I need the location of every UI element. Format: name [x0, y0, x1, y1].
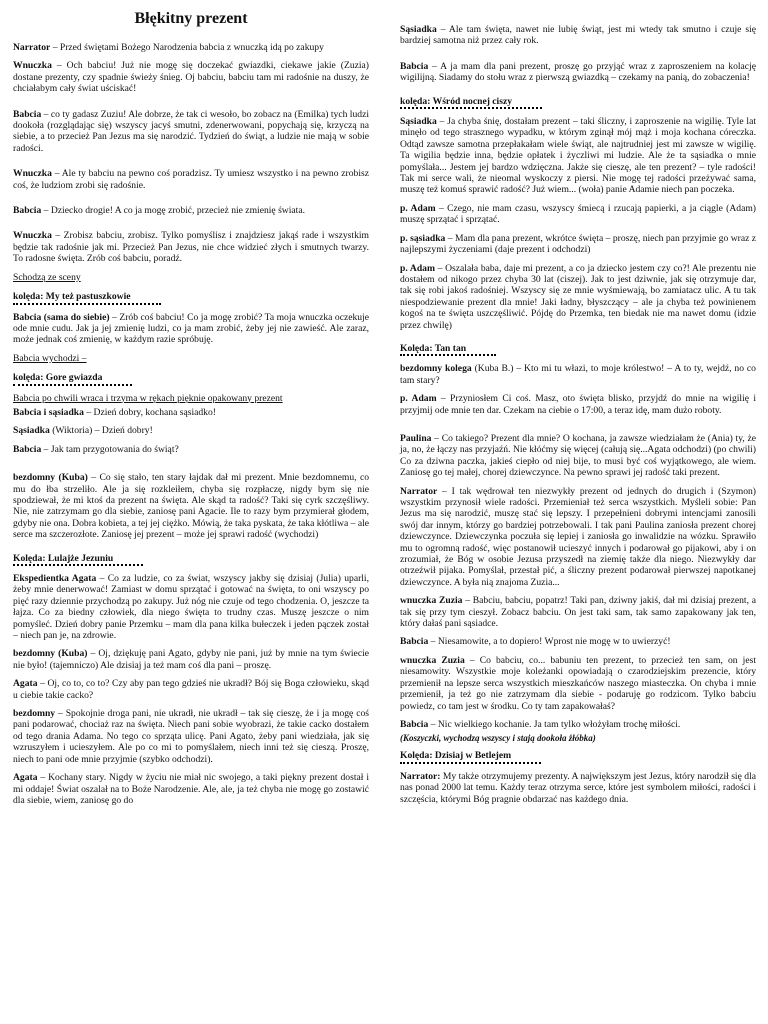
dialogue-paragraph — [400, 203, 756, 226]
dialogue-text: – Babciu, babciu, popatrz! Taki pan, dziwny jakiś, dał mi dzisiaj prezent, a tak się przy tym cieszył. Zobacz babciu. On jest taki sam, tak samo zapakowany jak ten, który dałaś pani sąsiadce. — [400, 595, 756, 630]
carol-heading: Kolęda: Dzisiaj w Betlejem — [400, 750, 541, 763]
dialogue-text: – Mam dla pana prezent, wkrótce święta – proszę, niech pan przyjmie go wraz z najlepszymi życzeniami (daje prezent i odchodzi) — [400, 232, 757, 256]
dialogue-text: – Oj, co to, co to? Czy aby pan tego gdzieś nie ukradł? Bój się Boga człowieku, skąd u ciebie takie cacko? — [13, 678, 369, 701]
speaker-name: Agata — [13, 772, 38, 784]
dialogue-text: – Oj, dziękuję pani Agato, gdyby nie pani, już by mnie na tym świecie nie było! (tajemniczo) Ale dzisiaj ja też mam coś dla pani – proszę. — [13, 648, 369, 671]
left-column — [13, 10, 369, 813]
carol-heading-wrap — [13, 286, 369, 307]
speaker-name: Babcia — [13, 108, 42, 120]
dialogue-text: – Nic wielkiego kochanie. Ja tam tylko włożyłam trochę miłości. — [428, 718, 681, 730]
dialogue-paragraph — [13, 772, 369, 806]
dialogue-paragraph — [400, 263, 756, 331]
speaker-name: p. Adam — [400, 202, 436, 214]
dialogue-text: – Dziecko drogie! A co ja mogę zrobić, przecież nie zmienię świata. — [41, 205, 305, 217]
dialogue-paragraph — [13, 648, 369, 671]
speaker-name: Agata — [13, 678, 38, 690]
document-title: Błękitny prezent — [134, 10, 248, 27]
speaker-name: bezdomny (Kuba) — [13, 472, 88, 484]
speaker-name: p. Adam — [400, 262, 435, 274]
dialogue-paragraph — [13, 109, 369, 155]
dialogue-text: – Co się stało, ten stary łajdak dał mi prezent. Mnie bezdomnemu, co mu do łba strzeliło. Ale ja się rozkleiłem, chyba się rozpłaczę, nigdy bym się nie spodziewał, że mi ktoś da prezent na święta. Ale skąd ta radość? Taki się cyrk szczęśliwy. Nie, nie zatrzymam go dla siebie, zaniosę pani Agacie. Ile to razy bym przymierał głodem, gdyby nie ona. Dobra kobieta, a tej jej ciężko. Mówią, że taka pyskata, że taka kłótliwa – ale serce ma szczerozłote. Zaniosę jej prezent – może jej sprawi radość (wychodzi) — [13, 472, 369, 541]
dialogue-paragraph — [13, 678, 369, 701]
dialogue-paragraph — [13, 60, 369, 94]
speaker-name: wnuczka Zuzia — [400, 595, 463, 607]
dialogue-text: – Czego, nie mam czasu, wszyscy śmiecą i rzucają papierki, a ja ciągle (Adam) muszę sprzątać i sprzątać. — [400, 202, 757, 226]
dialogue-paragraph — [400, 719, 756, 730]
dialogue-paragraph — [13, 42, 369, 53]
speaker-name: Wnuczka — [13, 168, 52, 180]
carol-heading-wrap — [400, 745, 756, 766]
dialogue-paragraph — [400, 61, 756, 84]
speaker-name: p. sąsiadka — [400, 232, 446, 244]
dialogue-paragraph — [13, 205, 369, 216]
speaker-name: Sąsiadka — [400, 116, 437, 128]
speaker-name: Narrator: — [400, 770, 441, 782]
dialogue-text: – Niesamowite, a to dopiero! Wprost nie mogę w to uwierzyć! — [428, 636, 671, 648]
dialogue-paragraph — [400, 636, 756, 647]
dialogue-paragraph — [13, 407, 369, 418]
dialogue-text: – Och babciu! Już nie mogę się doczekać gwiazdki, ciekawe jakie (Zuzia) dostane prezenty, czy spadnie świeży śnieg. Oj babciu, babciu tam mi radośnie na duszy, że chciałabym cały świat uściskać! — [13, 60, 369, 95]
dialogue-paragraph — [400, 771, 756, 805]
right-column — [400, 24, 756, 812]
speaker-name: bezdomny (Kuba) — [13, 648, 88, 660]
dialogue-text: My także otrzymujemy prezenty. A największym jest Jezus, który narodził się dla nas ponad 2000 lat temu. Każdy teraz otrzyma serce, które jest symbolem miłości, radości i szczęścia, którymi Bóg pragnie obdarzać nas każdego dnia. — [400, 770, 756, 805]
dialogue-paragraph — [13, 472, 369, 540]
carol-heading: Kolęda: Lulajże Jezuniu — [13, 553, 143, 566]
carol-heading: kolęda: Wśród nocnej ciszy — [400, 96, 542, 109]
dialogue-paragraph — [13, 312, 369, 346]
dialogue-text: – Jak tam przygotowania do świąt? — [41, 443, 179, 455]
dialogue-text: (Wiktoria) – Dzień dobry! — [49, 425, 153, 437]
dialogue-paragraph — [400, 433, 756, 479]
dialogue-paragraph — [400, 393, 756, 416]
dialogue-text: – Przyniosłem Ci coś. Masz, oto święta blisko, przyjdź do mnie na wigilię i przyjmij ode mnie ten dar. Czekam na ciebie o 17:00, a teraz idę, mam dużo roboty. — [400, 393, 756, 416]
dialogue-text: – A ja mam dla pani prezent, proszę go przyjąć wraz z zaproszeniem na kolację wigilijną. Siadamy do stołu wraz z pierwszą gwiazdką – czekamy na panią, do zobaczenia! — [400, 60, 756, 84]
speaker-name: wnuczka Zuzia — [400, 654, 465, 666]
dialogue-paragraph — [400, 363, 756, 386]
dialogue-text: – Dzień dobry, kochana sąsiadko! — [83, 406, 216, 418]
stage-direction: Babcia wychodzi – — [13, 352, 87, 364]
dialogue-text: (Kuba B.) – Kto mi tu włazi, to moje królestwo! – A to ty, wejdź, no co tam stary? — [400, 363, 756, 386]
carol-heading-wrap — [400, 338, 756, 359]
stage-note: (Koszyczki, wychodzą wszyscy i stają dookoła żłóbka) — [400, 733, 596, 744]
speaker-name: Babcia (sama do siebie) — [13, 311, 110, 323]
dialogue-text: – Co za ludzie, co za świat, wszyscy jakby się dzisiaj (Julia) uparli, żeby mnie denerwować! Zamiast w domu sprzątać i gotować na święta, to oni wszyscy po pięć razy dziennie przychodzą po zakupy. Już nóg nie czuje od tego chodzenia. O, jeszcze ta łajza. Co za biedny człowiek, dla niego święta to trudny czas. Muszę jeszcze o nim pomyśleć. Dzień dobry panie Przemku – mam dla pana kilka bułeczek i jeden pączek został – niech pan je, na zdrowie. — [13, 573, 369, 642]
dialogue-paragraph — [13, 573, 369, 641]
dialogue-paragraph — [13, 708, 369, 765]
stage-direction: Babcia po chwili wraca i trzyma w rękach pięknie opakowany prezent — [13, 392, 283, 404]
dialogue-text: – Ja chyba śnię, dostałam prezent – taki śliczny, i zaproszenie na wigilię. Tyle lat minęło od tego strasznego wypadku, w którym zginął mój mąż i moja kochana córeczka. Odtąd zawsze samotna przepłakałam wiele świąt, ale najtrudniej jest mi zawsze w wigilię. Ta wigilia będzie inna, będzie opłatek i życzliwi mi ludzie. Ale że ta sąsiadka o mnie pomyślała... Jestem jej bardzo wdzięczna. Jakże się cieszę, ale ten prezent? – tyle radości! Tak mi serce wali, że nieomal wyskoczy z piersi. Nie mogę tej radości przeżywać sama, muszę też komuś sprawić radość? Już wiem... (woła) panie Adamie niech pan poczeka. — [400, 116, 756, 196]
dialogue-text: – Co babciu, co... babuniu ten prezent, to przecież ten sam, on jest niesamowity. Wszystkie moje koleżanki opowiadają o czarodziejskim prezencie, który przemienił na lepsze serca wszystkich mieszkańców naszego miasteczka. On chyba i mnie przemienił, ja też go nie zatrzymam dla siebie - podaruję go rodzicom. Tylko babciu powiedz, co tam jest w środku. Co ty tam zapakowałaś? — [400, 654, 756, 712]
dialogue-text: – Kochany stary. Nigdy w życiu nie miał nic swojego, a taki piękny prezent dostał i mi oddaje! Świat oszalał na to Boże Narodzenie. Ale, ale, ja też chyba nie mogę go zostawić dla siebie, wiem, zaniosę go do — [13, 772, 369, 806]
dialogue-text: – Przed świętami Bożego Narodzenia babcia z wnuczką idą po zakupy — [50, 42, 324, 53]
dialogue-text: – I tak wędrował ten niezwykły prezent od jednych do drugich i (Szymon) wszystkim przynosił wiele radości. Przemieniał też serca wszystkich. Myśleli sobie: Pan Jezus ma się narodzić, muszę stać się lepszy. I przepełnieni dobrymi intencjami zanosili swój dar innym, którzy go bardziej potrzebowali. I tak pani Paulina zaniosła prezent chorej dziewczynce. Dziewczynka poczuła się lepiej i zaniosła go inwalidzie na wózku. Sprawiło mu to ogromną radość, więc postanowił ucieszyć innych i podarował go pijakowi, aby i on zrozumiał, że Bóg w osobie Jezusa przyszedł na ziemię także dla niego. Niezwykły dar otrzeźwił pijaka. Pomyślał, przestał pić, a śliczny prezent podarował pierwszej napotkanej dziewczynce. A była nią znajoma Zuzia... — [400, 485, 756, 588]
spacer — [400, 423, 756, 433]
speaker-name: Sąsiadka — [400, 24, 437, 35]
dialogue-text: – Ale tam święta, nawet nie lubię świąt, jest mi wtedy tak smutno i czuje się bardziej samotna niż przez cały rok. — [400, 24, 756, 47]
speaker-name: Babcia — [400, 636, 429, 648]
dialogue-paragraph — [13, 230, 369, 264]
carol-heading: kolęda: My też pastuszkowie — [13, 291, 161, 304]
stage-direction: Schodzą ze sceny — [13, 271, 81, 283]
carol-heading-wrap — [400, 91, 756, 112]
dialogue-text: – Spokojnie droga pani, nie ukradł, nie ukradł – tak się cieszę, że i ja mogę coś pani podarować, chociaż raz na święta. Niech pani sobie wyobrazi, że takie cacko dostałem od tego drania Adama. No tego co sprząta ulicę. Pani Agato, żeby pani wiedziała, jak się wzruszyłem i ucieszyłem. Ale po co mi to pomyślałem, niech inni też się cieszą. Proszę, niech to pani ode mnie przyjmie (szybko odchodzi). — [13, 708, 369, 765]
speaker-name: Babcia — [400, 718, 429, 730]
speaker-name: Wnuczka — [13, 230, 52, 242]
spacer — [13, 462, 369, 472]
carol-heading: kolęda: Gore gwiazda — [13, 372, 132, 385]
dialogue-text: – co ty gadasz Zuziu! Ale dobrze, że tak ci wesoło, bo zobacz na (Emilka) tych ludzi dookoła (rozglądając się) wszyscy jacyś smutni, zdenerwowani, popychają się, krzyczą na siebie, a to przecież Pan Jezus ma się narodzić. Tydzień do świąt, a ludzie nie mają w sobie radości. — [13, 108, 369, 154]
speaker-name: Babcia — [13, 205, 42, 217]
dialogue-paragraph — [13, 168, 369, 191]
speaker-name: Babcia i sąsiadka — [13, 406, 84, 418]
dialogue-paragraph — [400, 24, 756, 47]
dialogue-paragraph — [13, 444, 369, 455]
carol-heading-wrap — [13, 367, 369, 388]
dialogue-text: – Zrobisz babciu, zrobisz. Tylko pomyślisz i znajdziesz jakąś rade i wszystkim będzie tak radośnie jak mi. Przecież Pan Jezus, nie chce widzieć złych i smutnych twarzy. To radosne święta. Zrób coś babciu, poradź. — [13, 230, 369, 265]
dialogue-text: – Zrób coś babciu! Co ja mogę zrobić? Ta moja wnuczka oczekuje ode mnie cudu. Jak ja jej zmienię ludzi, co ja mam zrobić, żeby jej nie zawieść. Ale zaraz, może jednak coś zmienię, w każdym razie spróbuję. — [13, 311, 369, 346]
dialogue-paragraph — [13, 425, 369, 436]
dialogue-text: – Co takiego? Prezent dla mnie? O kochana, ja zawsze wiedziałam że (Ania) ty, że ja, no, że łączy nas przyjaźń. Nie kłóćmy się więcej (całują się...Agata odchodzi) (po chwili) Co za dziwna paczka, jakieś ciepło od niej bije, to musi być coś wyjątkowego, ale wiem. Zaniosę go tej małej, chorej dziewczynce. Na pewno sprawi jej radość taki prezent. — [400, 432, 756, 479]
speaker-name: Babcia — [400, 60, 429, 72]
speaker-name: Narrator — [13, 42, 51, 53]
dialogue-paragraph — [400, 655, 756, 712]
speaker-name: bezdomny — [13, 708, 56, 720]
speaker-name: p. Adam — [400, 393, 437, 405]
speaker-name: bezdomny kolega — [400, 363, 472, 375]
carol-heading: Kolęda: Tan tan — [400, 343, 496, 356]
dialogue-paragraph — [400, 233, 756, 256]
dialogue-text: – Oszalała baba, daje mi prezent, a co ja dziecko jestem czy co?! Ale prezentu nie dostałem od nikogo przez chyba 30 lat (ciszej). Jak to jest dziwnie, jak się otrzymuje dar, tak się robi jakoś radośniej. Wszyscy się ze mnie wyśmiewają, bo zamiatacz ulic. A tu tak niespodziewanie prezent dla mnie! Jaki ładny, błyszczący – ale ja chyba też powinienem kogoś na te święta uszczęśliwić. Pójdę do Przemka, ten biedak nie ma nawet domu (idzie przez chwilę) — [400, 262, 756, 331]
speaker-name: Ekspedientka Agata — [13, 573, 97, 584]
carol-heading-wrap — [13, 548, 369, 569]
dialogue-paragraph — [400, 116, 756, 196]
speaker-name: Paulina — [400, 432, 432, 444]
dialogue-text: – Ale ty babciu na pewno coś poradzisz. Ty umiesz wszystko i na pewno zrobisz coś, że ludziom zrobi się radośnie. — [13, 168, 369, 191]
speaker-name: Sąsiadka — [13, 425, 50, 437]
speaker-name: Narrator — [400, 485, 438, 497]
dialogue-paragraph — [400, 486, 756, 589]
speaker-name: Wnuczka — [13, 60, 52, 72]
speaker-name: Babcia — [13, 443, 42, 455]
dialogue-paragraph — [400, 595, 756, 629]
